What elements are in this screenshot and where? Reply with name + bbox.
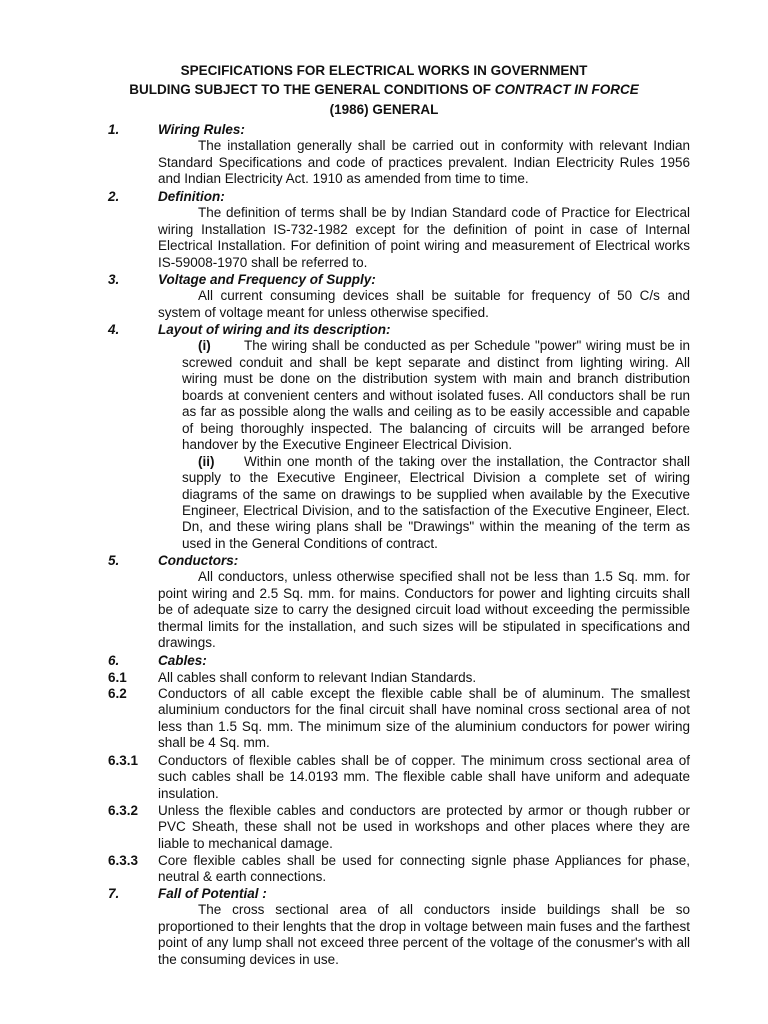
section-7 — [108, 886, 690, 968]
section-number: 3. — [108, 272, 120, 287]
clause-6-3-1 — [108, 753, 690, 802]
section-2 — [108, 189, 690, 271]
section-text: The definition of terms shall be by Indian Standard code of Practice for Electrical wiring Installation IS-732-1982 except for the definition of point in case of Internal Electrical Installation. For definition of point wiring and measurement of Electrical works IS-59008-1970 shall be referred to. — [158, 205, 690, 270]
section-body — [158, 902, 690, 968]
document-title-line-2 — [0, 82, 768, 98]
section-number: 5. — [108, 553, 120, 568]
section-number: 4. — [108, 322, 120, 337]
section-text: The cross sectional area of all conductors inside buildings shall be so proportioned to their lenghts that the drop in voltage between main fuses and the farthest point of any lump shall not exceed three percent of the voltage of the conusmer's with all the consuming devices in use. — [158, 902, 690, 967]
clause-6-3-2 — [108, 803, 690, 852]
clause-number: 6.3.1 — [108, 753, 139, 768]
section-3 — [108, 272, 690, 321]
section-heading: Conductors: — [158, 553, 239, 568]
section-heading: Layout of wiring and its description: — [158, 322, 391, 337]
clause-6-2 — [108, 686, 690, 752]
section-body — [158, 569, 690, 651]
section-number: 7. — [108, 886, 120, 901]
clause-6-1 — [108, 670, 690, 686]
section-body — [158, 288, 690, 321]
section-body — [158, 205, 690, 271]
section-4 — [108, 322, 690, 552]
section-number: 6. — [108, 653, 120, 668]
section-heading: Definition: — [158, 189, 225, 204]
subsection-label: (i) — [198, 338, 211, 354]
section-heading: Fall of Potential : — [158, 886, 267, 901]
clause-number: 6.3.2 — [108, 803, 139, 818]
section-body — [158, 138, 690, 187]
section-text: All conductors, unless otherwise specified shall not be less than 1.5 Sq. mm. for point wiring and 2.5 Sq. mm. for mains. Conductors for power and lighting circuits shall be of adequate size to carry the designed circuit load without exceeding the permissible thermal limits for the installation, and such sizes will be stipulated in specifications and drawings. — [158, 569, 690, 651]
section-text: All current consuming devices shall be suitable for frequency of 50 C/s and system of voltage meant for unless otherwise specified. — [158, 288, 690, 320]
clause-number: 6.3.3 — [108, 853, 139, 868]
section-number: 1. — [108, 122, 120, 137]
clause-text: Conductors of flexible cables shall be of copper. The minimum cross sectional area of such cables shall be 14.0193 mm. The flexible cable shall have uniform and adequate insulation. — [158, 753, 690, 801]
subsection-ii — [182, 454, 690, 553]
clause-text: Conductors of all cable except the flexible cable shall be of aluminum. The smallest aluminium conductors for the final circuit shall have nominal cross sectional area of not less than 1.5 Sq. mm. The minimum size of the aluminium conductors for power wiring shall be 4 Sq. mm. — [158, 686, 690, 751]
subsection-i — [182, 338, 690, 453]
section-heading: Cables: — [158, 653, 207, 668]
section-6 — [108, 653, 690, 669]
subsection-label: (ii) — [198, 453, 215, 469]
subsection-text: Within one month of the taking over the installation, the Contractor shall supply to the Executive Engineer, Electrical Division a complete set of wiring diagrams of the same on drawings to be supplied when available by the Executive Engineer, Electrical Division, and to the satisfaction of the Executive Engineer, Elect. Dn, and these wiring plans shall be "Drawings" within the meaning of the term as used in the General Conditions of contract. — [182, 453, 690, 551]
clause-number: 6.2 — [108, 686, 127, 701]
clause-text: Unless the flexible cables and conductors are protected by armor or though rubber or PVC Sheath, these shall not be used in workshops and other places where they are liable to mechanical damage. — [158, 803, 690, 851]
section-1 — [108, 122, 690, 188]
document-title-line-1: SPECIFICATIONS FOR ELECTRICAL WORKS IN GOVERNMENT — [180, 63, 588, 78]
section-heading: Voltage and Frequency of Supply: — [158, 272, 376, 287]
title-line-2-text: BULDING SUBJECT TO THE GENERAL CONDITIONS OF — [129, 82, 495, 97]
section-heading: Wiring Rules: — [158, 122, 245, 137]
subsection-text: The wiring shall be conducted as per Schedule "power" wiring must be in screwed conduit and shall be kept separate and distinct from lighting wiring. All wiring must be done on the distribution system with main and branch distribution boards at convenient centers and without isolated fuses. All conductors shall be run as far as possible along the walls and ceiling as to be easily accessible and capable of being thoroughly inspected. The balancing of circuits will be arranged before handover by the Executive Engineer Electrical Division. — [182, 338, 690, 453]
section-number: 2. — [108, 189, 120, 204]
clause-6-3-3 — [108, 853, 690, 886]
document-title-line-3: (1986) GENERAL — [329, 102, 439, 117]
section-text: The installation generally shall be carried out in conformity with relevant Indian Standard Specifications and code of practices prevalent. Indian Electricity Rules 1956 and Indian Electricity Act. 1910 as amended from time to time. — [158, 138, 690, 187]
section-5 — [108, 553, 690, 652]
clause-text: Core flexible cables shall be used for connecting signle phase Appliances for phase, neutral & earth connections. — [158, 853, 690, 885]
title-line-2-italic: CONTRACT IN FORCE — [494, 82, 639, 97]
clause-number: 6.1 — [108, 670, 127, 685]
clause-text: All cables shall conform to relevant Indian Standards. — [158, 670, 477, 685]
